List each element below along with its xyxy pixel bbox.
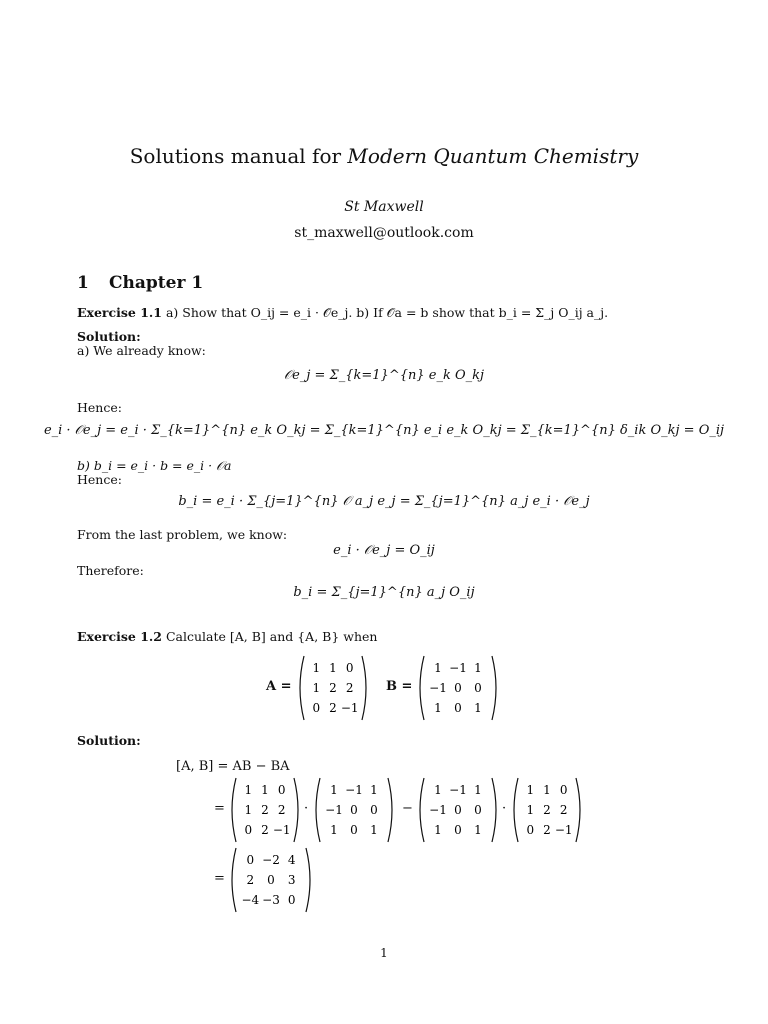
matrix-cell: 0 xyxy=(454,681,462,695)
matrix-cell: 3 xyxy=(287,873,296,887)
equation-1: 𝒪e_j = Σ_{k=1}^{n} e_k O_kj xyxy=(283,368,485,383)
hence-1: Hence: xyxy=(77,400,122,415)
right-paren xyxy=(388,778,392,842)
matrix-cell: 2 xyxy=(246,873,255,887)
equals-sign-1: = xyxy=(214,801,225,816)
matrix-cell: 1 xyxy=(434,701,442,715)
part-b-text: b) b_i = e_i · b = e_i · 𝒪a xyxy=(77,458,232,473)
matrix-a xyxy=(296,654,370,722)
therefore-text: Therefore: xyxy=(77,563,144,578)
right-paren xyxy=(492,656,496,720)
matrix-cell: 0 xyxy=(526,823,535,837)
matrix-cell: 1 xyxy=(370,783,378,797)
matrix-cell: −1 xyxy=(340,701,359,715)
minus-operator: − xyxy=(402,801,413,816)
matrix-cell: 0 xyxy=(345,661,354,675)
matrix-cell: 2 xyxy=(261,823,269,837)
matrix-cell: −1 xyxy=(345,783,363,797)
matrix-cell: 1 xyxy=(312,661,321,675)
email: st_maxwell@outlook.com xyxy=(294,225,474,241)
matrix-cell: 0 xyxy=(370,803,378,817)
equation-2: e_i · 𝒪e_j = e_i · Σ_{k=1}^{n} e_k O_kj = Σ_{k=1}^{n} e_i e_k O_kj = Σ_{k=1}^{n} δ_ik O_kj = O_ij xyxy=(43,423,725,438)
matrix-cell: −1 xyxy=(449,661,467,675)
title-book: Modern Quantum Chemistry xyxy=(347,144,639,168)
matrix-cell: 0 xyxy=(244,823,253,837)
equation-5: b_i = Σ_{j=1}^{n} a_j O_ij xyxy=(293,585,475,600)
matrix-cell: 2 xyxy=(261,803,269,817)
matrix-cell: 1 xyxy=(526,803,535,817)
matrix-cell: 4 xyxy=(287,853,296,867)
matrix-cell: 1 xyxy=(474,701,482,715)
matrix-cell: 2 xyxy=(559,803,568,817)
hence-2: Hence: xyxy=(77,472,122,487)
commutator-result xyxy=(210,846,330,914)
left-paren xyxy=(420,778,424,842)
matrix-cell: 0 xyxy=(454,803,462,817)
matrix-cell: 0 xyxy=(312,701,321,715)
matrix-cell: 1 xyxy=(434,661,442,675)
matrix-cell: −1 xyxy=(449,783,467,797)
right-paren xyxy=(576,778,580,842)
from-last-text: From the last problem, we know: xyxy=(77,527,288,542)
matrix-cell: 0 xyxy=(454,823,462,837)
matrix-cell: 1 xyxy=(330,783,338,797)
matrix-definitions xyxy=(262,654,522,722)
dot-operator-2: · xyxy=(502,801,507,816)
document-title xyxy=(0,144,768,168)
matrix-cell: 1 xyxy=(244,803,253,817)
right-paren xyxy=(306,848,310,912)
matrix-cell: −2 xyxy=(262,853,280,867)
matrix-result xyxy=(228,846,314,914)
matrix-cell: 1 xyxy=(312,681,321,695)
left-paren xyxy=(514,778,518,842)
matrix-cell: −1 xyxy=(554,823,573,837)
matrix-a-copy-1 xyxy=(228,776,302,844)
matrix-b-copy-1 xyxy=(312,776,396,844)
matrix-cell: −1 xyxy=(325,803,343,817)
left-paren xyxy=(232,848,236,912)
matrix-cell: 0 xyxy=(277,783,286,797)
equals-sign-2: = xyxy=(214,871,225,886)
chapter-heading xyxy=(77,273,203,293)
matrix-cell: 1 xyxy=(261,783,269,797)
matrix-cell: 1 xyxy=(474,661,482,675)
matrix-cell: 1 xyxy=(474,783,482,797)
matrix-cell: 0 xyxy=(350,823,358,837)
matrix-cell: 1 xyxy=(370,823,378,837)
exercise-1-1-label: Exercise 1.1 xyxy=(77,305,162,320)
left-paren xyxy=(420,656,424,720)
commutator-expansion xyxy=(210,776,590,844)
matrix-cell: 1 xyxy=(543,783,551,797)
matrix-cell: 0 xyxy=(350,803,358,817)
matrix-cell: 0 xyxy=(454,701,462,715)
matrix-cell: 1 xyxy=(329,661,337,675)
matrix-cell: 2 xyxy=(345,681,354,695)
matrix-cell: 1 xyxy=(474,823,482,837)
matrix-cell: 1 xyxy=(526,783,535,797)
right-paren xyxy=(362,656,366,720)
label-b: B = xyxy=(386,679,413,694)
exercise-1-2-statement: Calculate [A, B] and {A, B} when xyxy=(165,629,378,644)
matrix-cell: 1 xyxy=(434,823,442,837)
matrix-cell: −3 xyxy=(262,893,280,907)
left-paren xyxy=(300,656,304,720)
matrix-b xyxy=(416,654,500,722)
right-paren xyxy=(294,778,298,842)
matrix-cell: 0 xyxy=(246,853,255,867)
chapter-title: Chapter 1 xyxy=(109,273,204,293)
matrix-cell: 2 xyxy=(277,803,286,817)
label-a: A = xyxy=(266,679,292,694)
exercise-1-2 xyxy=(77,629,377,644)
matrix-cell: 0 xyxy=(474,681,482,695)
chapter-number: 1 xyxy=(77,273,89,293)
matrix-cell: 0 xyxy=(267,873,275,887)
matrix-cell: 1 xyxy=(244,783,253,797)
dot-operator-1: · xyxy=(304,801,309,816)
matrix-cell: −1 xyxy=(429,803,447,817)
equation-3: b_i = e_i · Σ_{j=1}^{n} 𝒪 a_j e_j = Σ_{j=1}^{n} a_j e_i · 𝒪e_j xyxy=(178,494,590,509)
title-prefix: Solutions manual for xyxy=(129,144,342,168)
matrix-cell: 0 xyxy=(559,783,568,797)
matrix-b-copy-2 xyxy=(416,776,500,844)
left-paren xyxy=(232,778,236,842)
part-a-text: a) We already know: xyxy=(77,343,206,358)
page-number: 1 xyxy=(380,946,388,960)
equation-4: e_i · 𝒪e_j = O_ij xyxy=(333,543,435,558)
right-paren xyxy=(492,778,496,842)
exercise-1-1 xyxy=(77,305,608,321)
matrix-cell: −1 xyxy=(272,823,291,837)
matrix-cell: 2 xyxy=(329,701,337,715)
matrix-cell: −4 xyxy=(241,893,260,907)
matrix-cell: 0 xyxy=(287,893,296,907)
matrix-cell: −1 xyxy=(429,681,447,695)
exercise-1-2-label: Exercise 1.2 xyxy=(77,629,162,644)
exercise-1-1-statement: a) Show that O_ij = e_i · 𝒪e_j. b) If 𝒪a = b show that b_i = Σ_j O_ij a_j. xyxy=(165,305,609,320)
matrix-cell: 2 xyxy=(543,803,551,817)
solution-label: Solution: xyxy=(77,329,141,344)
left-paren xyxy=(316,778,320,842)
author: St Maxwell xyxy=(344,199,424,215)
matrix-cell: 1 xyxy=(434,783,442,797)
commutator-line: [A, B] = AB − BA xyxy=(176,759,290,774)
matrix-cell: 2 xyxy=(329,681,337,695)
matrix-cell: 0 xyxy=(474,803,482,817)
matrix-a-copy-2 xyxy=(510,776,584,844)
matrix-cell: 2 xyxy=(543,823,551,837)
solution-2-label: Solution: xyxy=(77,733,141,748)
matrix-cell: 1 xyxy=(330,823,338,837)
